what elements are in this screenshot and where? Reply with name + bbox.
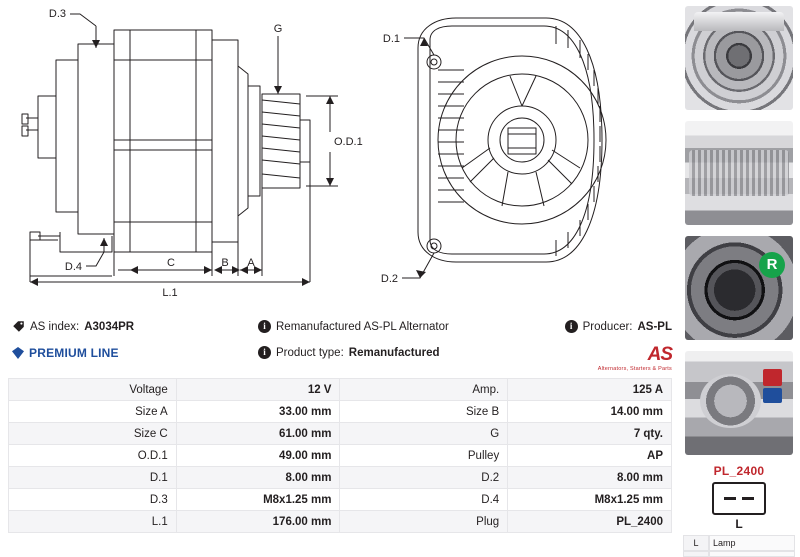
spec-value: 8.00 mm [508, 467, 672, 489]
as-pl-logo [598, 344, 672, 372]
product-photo-side[interactable] [681, 117, 797, 229]
spec-value: PL_2400 [508, 511, 672, 533]
technical-drawing [0, 0, 678, 310]
plug-pin-icon [742, 497, 754, 500]
product-photo-column [678, 0, 800, 557]
spec-label: Pulley [340, 445, 508, 467]
legend-pin: L [683, 535, 709, 551]
spec-label: Amp. [340, 379, 508, 401]
producer-value: AS-PL [637, 320, 672, 333]
blue-plug-marker [763, 388, 782, 403]
callout-g: G [273, 23, 283, 35]
callout-od1: O.D.1 [334, 136, 363, 148]
plug-code-label: PL_2400 [713, 463, 765, 478]
table-row [9, 467, 672, 489]
spec-label: D.2 [340, 467, 508, 489]
product-photo-connector[interactable] [681, 347, 797, 459]
legend-row [683, 551, 795, 557]
spec-label: Plug [340, 511, 508, 533]
plug-legend-table [683, 535, 795, 557]
producer-block [565, 320, 672, 333]
as-index-block [12, 320, 134, 333]
info-icon: i [565, 320, 578, 333]
spec-value: 33.00 mm [176, 401, 340, 423]
info-icon: i [258, 320, 271, 333]
description-block [258, 320, 449, 333]
as-index-value: A3034PR [84, 320, 135, 333]
alternator-connector-image [685, 351, 793, 455]
spec-label: Size A [9, 401, 177, 423]
spec-value: 61.00 mm [176, 423, 340, 445]
callout-a: A [247, 257, 255, 269]
spec-value: 49.00 mm [176, 445, 340, 467]
callout-d4: D.4 [64, 261, 82, 273]
product-photo-rear[interactable] [681, 232, 797, 344]
callout-l1: L.1 [162, 287, 178, 299]
as-index-label: AS index: [30, 320, 80, 333]
spec-label: L.1 [9, 511, 177, 533]
legend-desc: Lamp [709, 535, 795, 551]
callout-d1: D.1 [382, 33, 400, 45]
producer-label: Producer: [582, 320, 633, 333]
table-row [9, 423, 672, 445]
plug-pin-letter: L [735, 517, 743, 531]
product-type-block [258, 346, 440, 359]
info-bar [8, 318, 672, 372]
spec-value: M8x1.25 mm [508, 489, 672, 511]
product-type-label: Product type: [276, 346, 344, 359]
product-type-value: Remanufactured [348, 346, 440, 359]
as-pl-logo-subtext: Alternators, Starters & Parts [597, 366, 672, 372]
product-description: Remanufactured AS-PL Alternator [276, 320, 449, 333]
spec-label: Voltage [9, 379, 177, 401]
alternator-side-image [685, 121, 793, 225]
spec-label: Size B [340, 401, 508, 423]
spec-value: 14.00 mm [508, 401, 672, 423]
callout-d3: D.3 [48, 8, 66, 20]
premium-line-label: PREMIUM LINE [29, 346, 119, 360]
table-row [9, 379, 672, 401]
specification-table [8, 378, 672, 533]
callout-d2: D.2 [380, 273, 398, 285]
plug-pin-icon [724, 497, 736, 500]
table-row [9, 401, 672, 423]
spec-value: M8x1.25 mm [176, 489, 340, 511]
table-row [9, 489, 672, 511]
spec-label: D.3 [9, 489, 177, 511]
alternator-rear-image [685, 236, 793, 340]
product-photo-front[interactable] [681, 2, 797, 114]
spec-label: Size C [9, 423, 177, 445]
spec-value: 176.00 mm [176, 511, 340, 533]
spec-value: AP [508, 445, 672, 467]
table-row [9, 445, 672, 467]
spec-value: 8.00 mm [176, 467, 340, 489]
table-row [9, 511, 672, 533]
plug-diagram [712, 482, 766, 515]
as-pl-logo-text: AS [647, 344, 672, 365]
spec-value: 12 V [176, 379, 340, 401]
tag-icon [12, 320, 25, 333]
info-icon: i [258, 346, 271, 359]
remanufactured-badge: R [759, 252, 785, 278]
spec-label: D.1 [9, 467, 177, 489]
legend-row [683, 535, 795, 551]
spec-value: 125 A [508, 379, 672, 401]
spec-label: G [340, 423, 508, 445]
callout-b: B [221, 257, 229, 269]
legend-desc [709, 551, 795, 557]
alternator-front-image [685, 6, 793, 110]
red-plug-marker [763, 369, 782, 386]
diamond-icon [12, 347, 24, 359]
legend-pin [683, 551, 709, 557]
premium-line-block [12, 346, 119, 360]
spec-label: O.D.1 [9, 445, 177, 467]
spec-value: 7 qty. [508, 423, 672, 445]
spec-label: D.4 [340, 489, 508, 511]
callout-c: C [167, 257, 175, 269]
